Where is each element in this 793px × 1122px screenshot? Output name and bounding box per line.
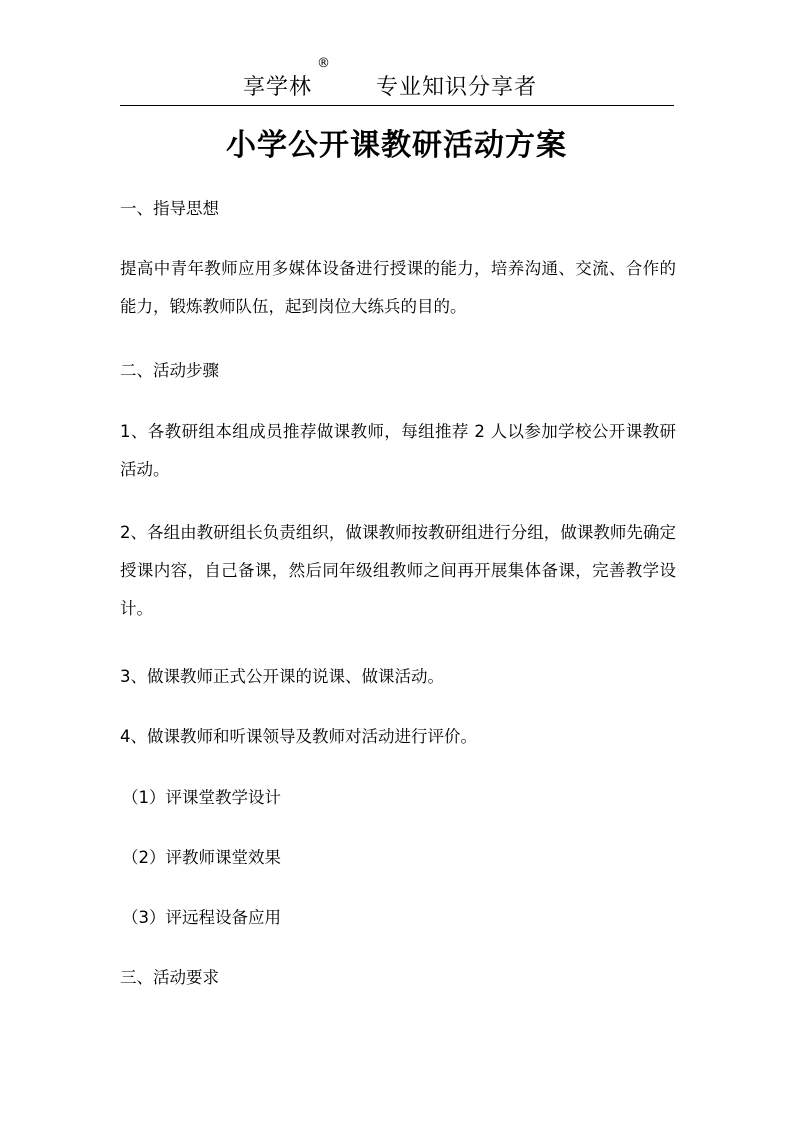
registered-mark: ® [317,56,330,71]
document-title: 小学公开课教研活动方案 [226,128,567,163]
step-4-paragraph: 4、做课教师和听课领导及教师对活动进行评价。 [120,727,477,746]
guiding-ideology-paragraph: 提高中青年教师应用多媒体设备进行授课的能力，培养沟通、交流、合作的能力，锻炼教师队伍，起到岗位大练兵的目的。 [120,259,676,316]
step-3-paragraph: 3、做课教师正式公开课的说课、做课活动。 [120,667,444,686]
evaluation-item-1: （1）评课堂教学设计 [122,788,281,807]
section-heading-activity-steps: 二、活动步骤 [120,361,219,380]
section-heading-activity-requirements: 三、活动要求 [120,968,219,987]
evaluation-item-3: （3）评远程设备应用 [122,908,281,927]
section-heading-guiding-ideology: 一、指导思想 [120,199,219,218]
page-header [120,56,674,106]
brand-name: 享学林 [243,75,313,100]
evaluation-item-2: （2）评教师课堂效果 [122,848,281,867]
step-1-paragraph: 1、各教研组本组成员推荐做课教师，每组推荐 2 人以参加学校公开课教研活动。 [120,422,676,479]
brand-slogan: 专业知识分享者 [376,75,538,100]
step-2-paragraph: 2、各组由教研组长负责组织，做课教师按教研组进行分组，做课教师先确定授课内容，自己备课，然后同年级组教师之间再开展集体备课，完善教学设计。 [120,523,676,618]
